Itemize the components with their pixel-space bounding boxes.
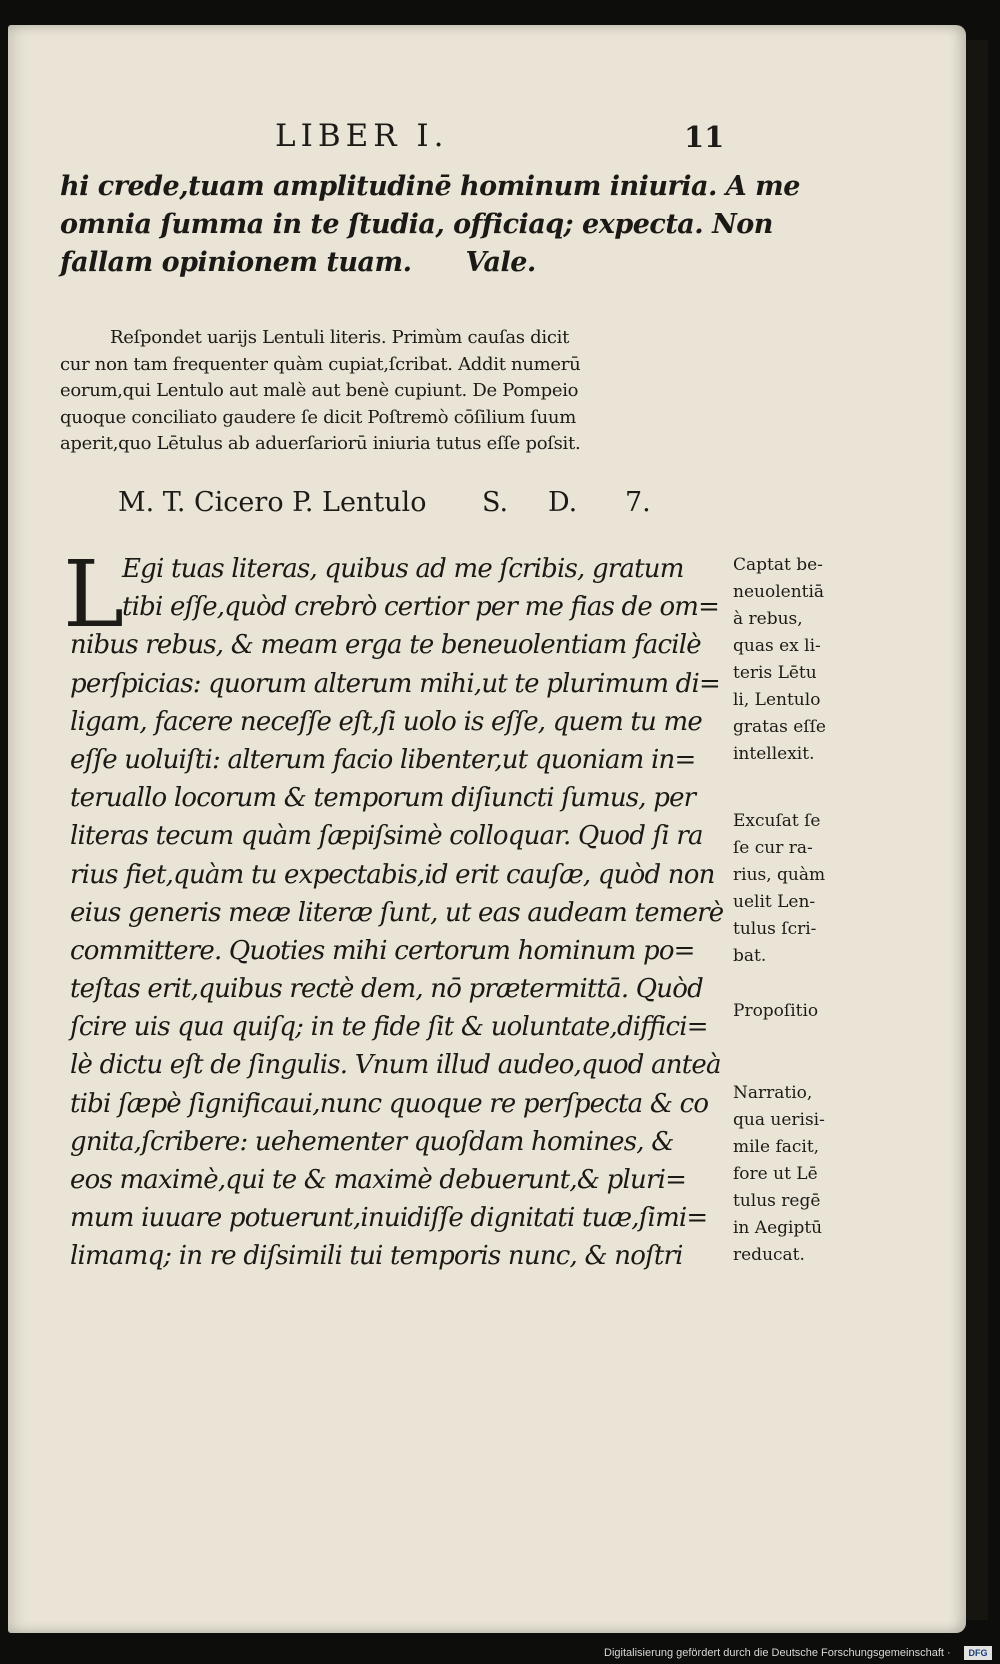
drop-cap-initial: L [63,541,125,648]
previous-letter-ending [60,168,800,282]
margin-line: rius, quàm [733,865,826,885]
body-line: teruallo locorum & temporum diſiuncti ſumus, per [70,783,696,814]
margin-line: neuolentiā [733,582,825,602]
margin-line: tulus ſcri- [733,919,817,939]
body-line: mum iuuare potuerunt,inuidiſſe dignitati tuæ,ſimi= [70,1203,708,1234]
text-line: hi crede,tuam amplitudinē hominum iniuria. A me [60,171,800,202]
argument-line: eorum,qui Lentulo aut malè aut benè cupiunt. De Pompeio [60,380,579,401]
body-line: Egi tuas literas, quibus ad me ſcribis, gratum [122,554,684,584]
margin-line: fore ut Lē [733,1164,818,1184]
body-line: committere. Quoties mihi certorum hominum po= [70,935,695,966]
book-edge [966,40,988,1620]
valediction: Vale. [465,247,536,278]
argument-line: Reſpondet uarijs Lentuli literis. Primùm cauſas dicit [110,327,570,348]
margin-line: li, Lentulo [733,690,821,710]
body-line: ſcire uis qua quiſq; in te fide ſit & uoluntate,diffici= [70,1012,708,1043]
body-line: ligam, facere neceſſe eſt,ſi uolo is eſſe, quem tu me [70,706,702,737]
letter-number: 7. [625,487,651,518]
running-head: LIBER I. [275,118,449,154]
text-segment: fallam opinionem tuam. [60,247,412,278]
margin-line: qua uerisi- [733,1110,825,1130]
body-line: eſſe uoluiſti: alterum facio libenter,ut quoniam in= [70,744,696,775]
margin-line: bat. [733,946,767,966]
margin-note-excusat [733,808,825,970]
margin-line: in Aegiptū [733,1218,823,1238]
margin-line: Captat be- [733,555,823,575]
letter-salutation [118,487,678,527]
margin-note-narratio [733,1080,825,1269]
dfg-logo-icon: DFG [964,1646,992,1660]
argument-line: aperit,quo Lētulus ab aduerſariorū iniuria tutus eſſe poſsit. [60,433,581,454]
margin-note-propositio [733,998,818,1025]
margin-line: quas ex li- [733,636,821,656]
credit-text: Digitalisierung gefördert durch die Deutsche Forschungsgemeinschaft · [604,1647,951,1659]
body-line: tibi eſſe,quòd crebrò certior per me fias de om= [122,592,720,623]
margin-line: reducat. [733,1245,805,1265]
margin-line: gratas eſſe [733,717,826,737]
margin-line: tulus regē [733,1191,821,1211]
margin-line: ſe cur ra- [733,838,813,858]
digitization-credit [598,1644,1000,1664]
salutation-s: S. [482,487,509,518]
body-line: literas tecum quàm ſæpiſsimè colloquar. Quod ſi ra [70,821,703,852]
body-line: tibi ſæpè ſignificaui,nunc quoque re perſpecta & co [70,1088,709,1119]
margin-line: Excuſat ſe [733,811,821,831]
margin-line: Propoſitio [733,1001,819,1021]
body-line: limamq; in re diſsimili tui temporis nunc, & noſtri [70,1241,683,1272]
body-line: nibus rebus, & meam erga te beneuolentiam facilè [70,630,701,661]
body-line: lè dictu eſt de ſingulis. Vnum illud audeo,quod anteà [70,1050,721,1081]
margin-line: uelit Len- [733,892,816,912]
margin-line: Narratio, [733,1083,813,1103]
margin-note-captat [733,552,826,768]
margin-line: à rebus, [733,609,803,629]
body-line: rius fiet,quàm tu expectabis,id erit cauſæ, quòd non [70,859,715,890]
salutation-d: D. [548,487,578,518]
margin-line: teris Lētu [733,663,817,683]
argument-line: quoque conciliato gaudere ſe dicit Poſtremò cōſilium ſuum [60,406,576,428]
letter-body [70,550,730,1276]
margin-line: mile facit, [733,1137,820,1157]
text-line [60,244,740,282]
body-line: perſpicias: quorum alterum mihi,ut te plurimum di= [70,668,721,699]
folio-number: 11 [684,120,725,154]
body-line: gnita,ſcribere: uehementer quoſdam homines, & [70,1126,674,1157]
body-line: eius generis meæ literæ ſunt, ut eas audeam temerè [70,897,724,928]
body-line: eos maximè,qui te & maximè debuerunt,& pluri= [70,1165,687,1195]
salutation-sender: M. T. Cicero P. Lentulo [118,487,427,518]
page-header [0,118,1000,168]
text-line: omnia ſumma in te ſtudia, officiaq; expecta. Non [60,209,773,240]
margin-line: intellexit. [733,744,815,764]
body-line: teſtas erit,quibus rectè dem, nō prætermittā. Quòd [70,974,703,1005]
letter-argument [60,325,750,458]
argument-line: cur non tam frequenter quàm cupiat,ſcribat. Addit numerū [60,353,581,375]
